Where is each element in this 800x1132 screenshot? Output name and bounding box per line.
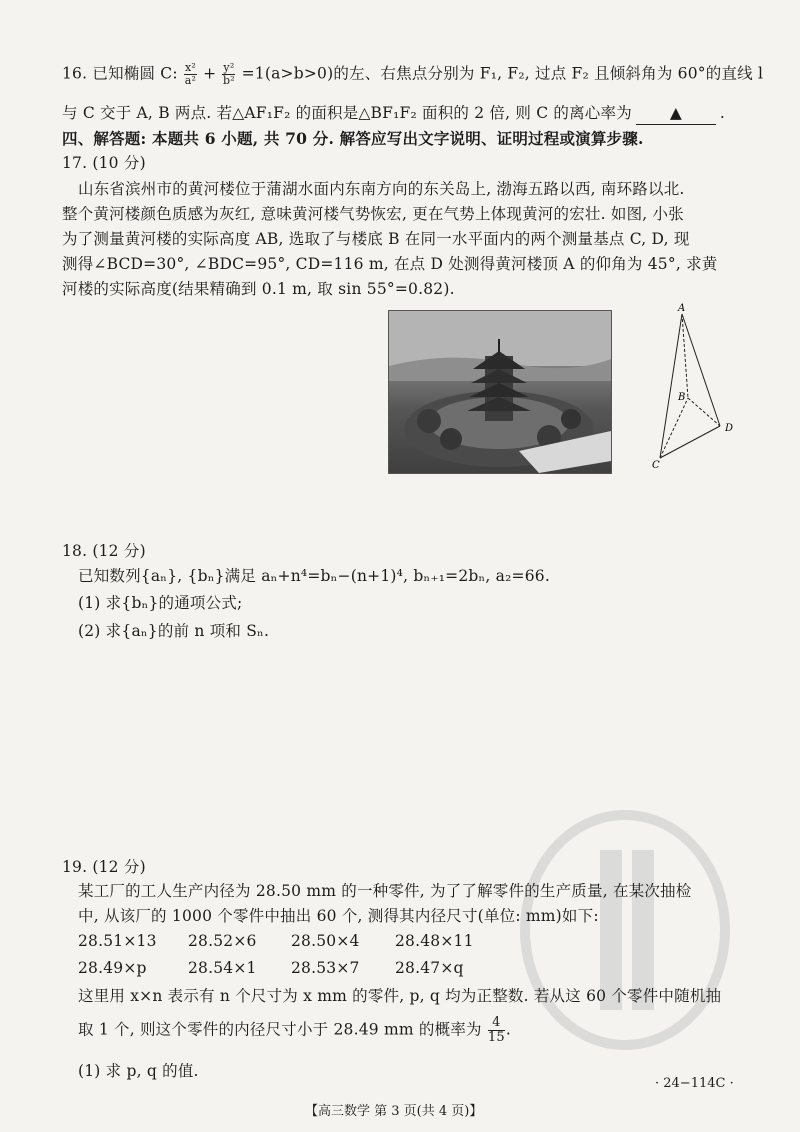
- frac1-num: x²: [184, 61, 196, 74]
- q16-line1: [62, 62, 763, 87]
- q17-line: 河楼的实际高度(结果精确到 0.1 m, 取 sin 55°=0.82).: [62, 280, 455, 298]
- data-cell: 28.49×p: [78, 959, 147, 977]
- frac-x2-a2: [184, 62, 197, 87]
- tetrahedron-diagram: [640, 300, 740, 475]
- q19-part1: (1) 求 p, q 的值.: [78, 1062, 199, 1080]
- page-code: · 24−114C ·: [655, 1076, 734, 1091]
- prob-num: 4: [488, 1016, 505, 1031]
- q17-line: 测得∠BCD=30°, ∠BDC=95°, CD=116 m, 在点 D 处测得黄河楼顶 A 的仰角为 45°, 求黄: [62, 255, 718, 273]
- q16-end: .: [719, 104, 726, 122]
- q19-number: 19. (12 分): [62, 858, 146, 876]
- q18-number: 18. (12 分): [62, 542, 146, 560]
- tower-illustration: [389, 311, 611, 473]
- data-row-1: [78, 930, 495, 952]
- plus-sign: +: [203, 64, 217, 83]
- data-cell: 28.48×11: [395, 932, 474, 950]
- q19-line3: 这里用 x×n 表示有 n 个尺寸为 x mm 的零件, p, q 均为正整数. 若从这 60 个零件中随机抽: [78, 987, 722, 1005]
- q18-part2: (2) 求{aₙ}的前 n 项和 Sₙ.: [78, 622, 270, 640]
- data-cell: 28.54×1: [188, 959, 257, 977]
- label-c: C: [652, 460, 660, 471]
- q19-line4: [78, 1016, 511, 1045]
- label-b: B: [678, 392, 686, 403]
- q19-line4-end: .: [505, 1020, 511, 1039]
- q17-line: 山东省滨州市的黄河楼位于蒲湖水面内东南方向的东关岛上, 渤海五路以西, 南环路以北.: [78, 180, 685, 198]
- q19-line1: 某工厂的工人生产内径为 28.50 mm 的一种零件, 为了了解零件的生产质量, 在某次抽检: [78, 882, 692, 900]
- data-cell: 28.52×6: [188, 932, 257, 950]
- data-cell: 28.47×q: [395, 959, 464, 977]
- q16-line2: [62, 102, 725, 125]
- q17-line: 整个黄河楼颜色质感为灰红, 意味黄河楼气势恢宏, 更在气势上体现黄河的宏壮. 如图, 小张: [62, 205, 684, 223]
- watermark: [520, 810, 730, 1050]
- data-cell: 28.51×13: [78, 932, 157, 950]
- q16-text: 与 C 交于 A, B 两点. 若△AF₁F₂ 的面积是△BF₁F₂ 面积的 2 倍, 则 C 的离心率为: [62, 104, 632, 122]
- q18-part1: (1) 求{bₙ}的通项公式;: [78, 594, 243, 612]
- frac2-den: b²: [223, 74, 235, 87]
- prob-den: 15: [487, 1030, 505, 1045]
- frac-y2-b2: [222, 62, 235, 87]
- probability-fraction: [488, 1016, 505, 1045]
- q19-line4-text: 取 1 个, 则这个零件的内径尺寸小于 28.49 mm 的概率为: [78, 1020, 482, 1039]
- answer-blank[interactable]: [636, 102, 716, 125]
- q16-prefix: 16. 已知椭圆 C:: [62, 64, 178, 83]
- triangle-icon: ▲: [669, 104, 682, 122]
- q18-condition: 已知数列{aₙ}, {bₙ}满足 aₙ+n⁴=bₙ−(n+1)⁴, bₙ₊₁=2bₙ, a₂=66.: [78, 567, 550, 585]
- data-row-2: [78, 957, 495, 979]
- frac1-den: a²: [184, 74, 197, 87]
- q17-number: 17. (10 分): [62, 154, 146, 172]
- data-cell: 28.50×4: [291, 932, 360, 950]
- q16-suffix: =1(a>b>0)的左、右焦点分别为 F₁, F₂, 过点 F₂ 且倾斜角为 60°的直线 l: [241, 64, 764, 83]
- tower-photo: [388, 310, 612, 474]
- data-cell: 28.53×7: [291, 959, 360, 977]
- label-a: A: [678, 303, 686, 314]
- page-footer: 【高三数学 第 3 页(共 4 页)】: [305, 1104, 483, 1119]
- q19-line2: 中, 从该厂的 1000 个零件中抽出 60 个, 测得其内径尺寸(单位: mm)如下:: [78, 907, 599, 925]
- q17-line: 为了测量黄河楼的实际高度 AB, 选取了与楼底 B 在同一水平面内的两个测量基点 C, D, 现: [62, 230, 690, 248]
- section-heading: 四、解答题: 本题共 6 小题, 共 70 分. 解答应写出文字说明、证明过程或演算步骤.: [62, 129, 644, 148]
- frac2-num: y²: [223, 61, 235, 74]
- label-d: D: [725, 423, 734, 434]
